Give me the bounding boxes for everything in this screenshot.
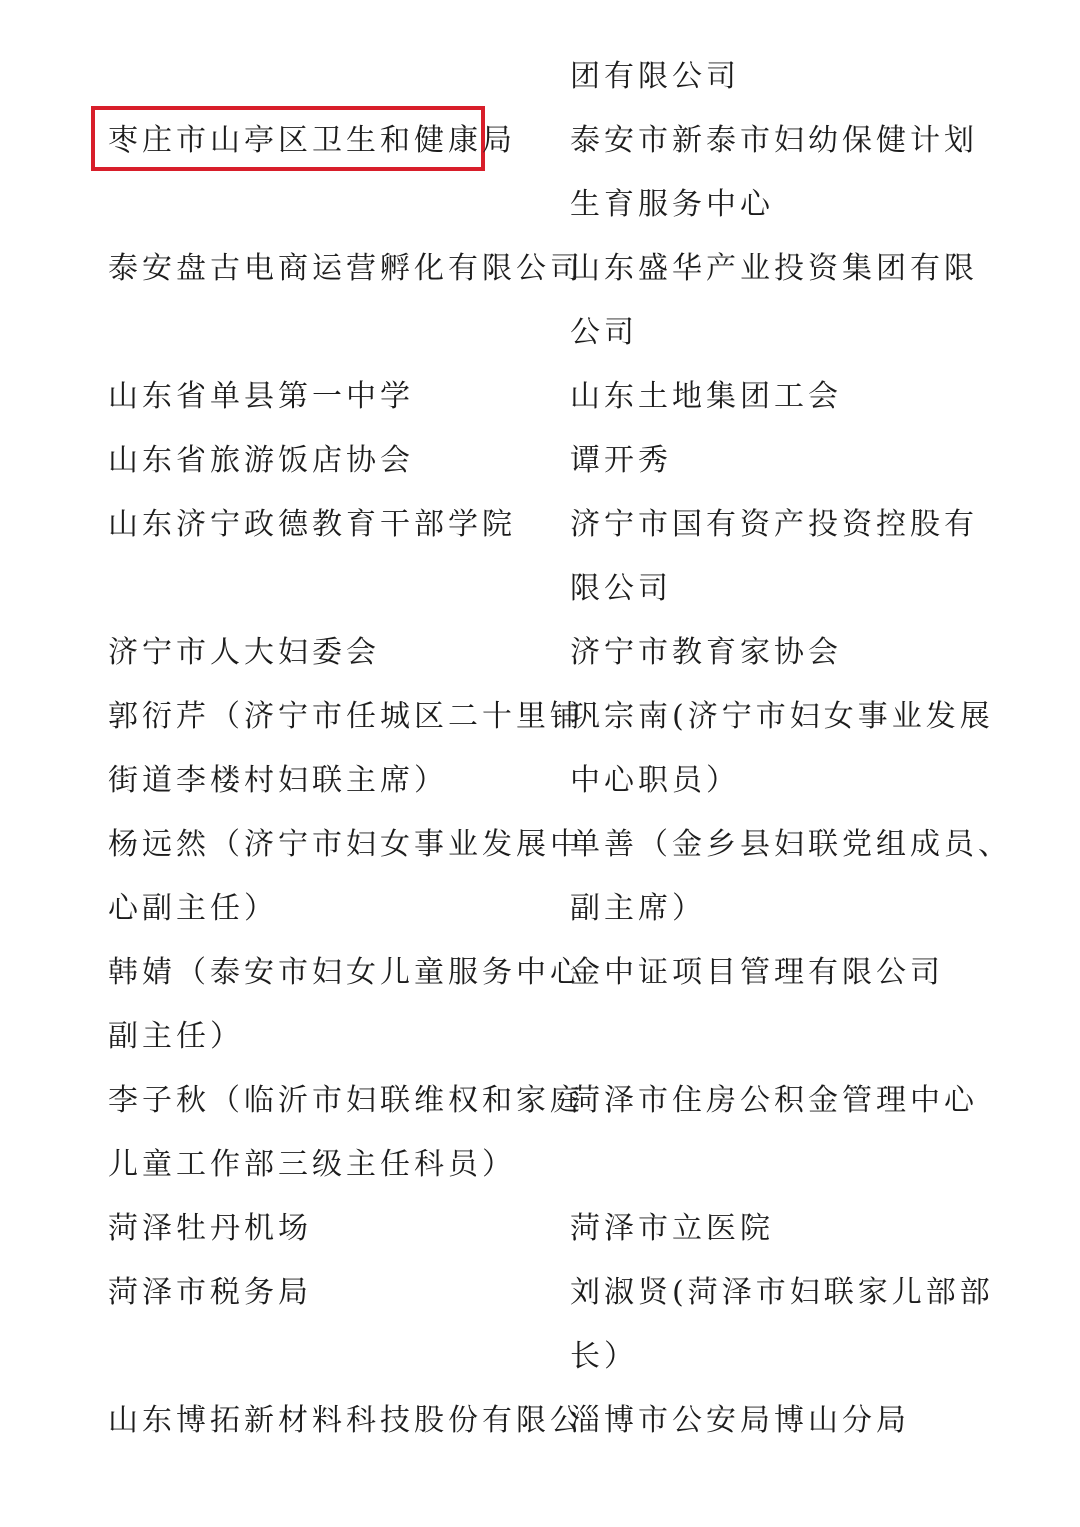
left-entry-18: 菏泽牡丹机场 xyxy=(108,1211,312,1246)
right-entry-16: 菏泽市住房公积金管理中心 xyxy=(570,1083,978,1118)
left-entry-17: 儿童工作部三级主任科员） xyxy=(108,1147,516,1182)
right-entry-0: 团有限公司 xyxy=(570,59,740,94)
left-entry-14: 韩婧（泰安市妇女儿童服务中心 xyxy=(108,955,584,990)
right-entry-1: 泰安市新泰市妇幼保健计划 xyxy=(570,123,978,158)
left-entry-21: 山东博拓新材料科技股份有限公 xyxy=(108,1403,584,1438)
right-entry-14: 金中证项目管理有限公司 xyxy=(570,955,944,990)
left-entry-15: 副主任） xyxy=(108,1019,244,1054)
left-entry-16: 李子秋（临沂市妇联维权和家庭 xyxy=(108,1083,584,1118)
right-entry-3: 山东盛华产业投资集团有限 xyxy=(570,251,978,286)
left-entry-13: 心副主任） xyxy=(108,891,278,926)
right-entry-5: 山东土地集团工会 xyxy=(570,379,842,414)
right-entry-10: 巩宗南(济宁市妇女事业发展 xyxy=(570,699,994,734)
right-entry-9: 济宁市教育家协会 xyxy=(570,635,842,670)
left-entry-7: 山东济宁政德教育干部学院 xyxy=(108,507,516,542)
left-entry-19: 菏泽市税务局 xyxy=(108,1275,312,1310)
left-entry-12: 杨远然（济宁市妇女事业发展中 xyxy=(108,827,584,862)
left-entry-highlighted: 枣庄市山亭区卫生和健康局 xyxy=(108,123,516,158)
left-entry-6: 山东省旅游饭店协会 xyxy=(108,443,414,478)
left-entry-10: 郭衍芹（济宁市任城区二十里铺 xyxy=(108,699,584,734)
right-entry-18: 菏泽市立医院 xyxy=(570,1211,774,1246)
right-entry-6: 谭开秀 xyxy=(570,443,672,478)
right-entry-13: 副主席） xyxy=(570,891,706,926)
right-entry-2: 生育服务中心 xyxy=(570,187,774,222)
right-entry-7: 济宁市国有资产投资控股有 xyxy=(570,507,978,542)
right-entry-21: 淄博市公安局博山分局 xyxy=(570,1403,910,1438)
left-entry-3: 泰安盘古电商运营孵化有限公司 xyxy=(108,251,584,286)
right-entry-19: 刘淑贤(菏泽市妇联家儿部部 xyxy=(570,1275,994,1310)
right-entry-8: 限公司 xyxy=(570,571,672,606)
right-entry-20: 长） xyxy=(570,1339,638,1374)
right-entry-12: 单善（金乡县妇联党组成员、 xyxy=(570,827,1012,862)
right-entry-4: 公司 xyxy=(570,315,638,350)
left-entry-9: 济宁市人大妇委会 xyxy=(108,635,380,670)
left-entry-5: 山东省单县第一中学 xyxy=(108,379,414,414)
left-entry-11: 街道李楼村妇联主席） xyxy=(108,763,448,798)
right-entry-11: 中心职员） xyxy=(570,763,740,798)
